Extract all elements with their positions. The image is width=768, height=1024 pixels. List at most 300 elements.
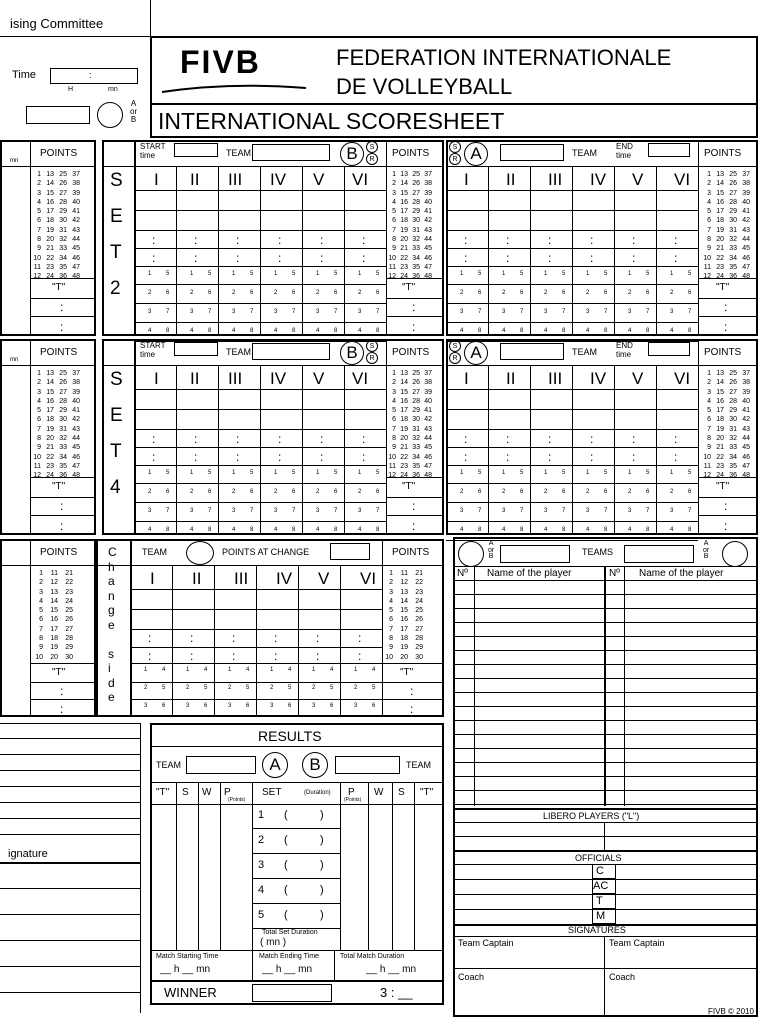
form-label: (: [284, 834, 288, 846]
set4-letter: E: [110, 405, 123, 426]
grid-line: [572, 166, 573, 336]
form-label: 1: [354, 667, 358, 673]
grid-line: [134, 483, 386, 484]
grid-line: [698, 316, 758, 317]
team-right-name-field[interactable]: [624, 545, 694, 563]
total-match-duration-label: Total Match Duration: [340, 953, 405, 960]
set4-team-b-field[interactable]: [252, 343, 330, 360]
team-left-circle[interactable]: [458, 541, 484, 567]
results-circle-b[interactable]: B: [302, 752, 328, 778]
set4-b-position-6: VI: [352, 369, 369, 388]
grid-line: [30, 298, 96, 299]
grid-line: [446, 322, 698, 323]
form-label: :: [236, 432, 240, 446]
set2-a-points-grid[interactable]: 1 13 25 37 2 14 26 38 3 15 27 39 4 16 28 40 5 17 29 41 6 18 30 42 7 19 31 43 8 20 32 44 9 21 33 45 10 22 34 46 11 23 35 47 12 24 36 48: [703, 171, 750, 281]
change-side-letter: g: [108, 603, 115, 617]
set2-serve-circle-b[interactable]: S: [366, 141, 378, 153]
form-label: :: [674, 233, 678, 247]
set2-team-b-circle[interactable]: B: [340, 142, 364, 166]
team-captain-left: Team Captain: [458, 938, 514, 948]
set2-a-position-1: I: [464, 170, 469, 189]
form-label: 8: [646, 328, 650, 334]
grid-line: [176, 782, 177, 950]
grid-line: [386, 477, 444, 478]
no-header-left: Nº: [457, 568, 468, 579]
form-label: 7: [604, 508, 608, 514]
form-label: 6: [330, 703, 334, 709]
form-label: 7: [376, 508, 380, 514]
form-label: 3: [628, 508, 632, 514]
change-side-letter: e: [108, 617, 115, 632]
grid-line: [252, 950, 253, 980]
set2-a-position-4: IV: [590, 170, 607, 189]
grid-line: [698, 477, 758, 478]
form-label: 5: [330, 685, 334, 691]
grid-line: [453, 822, 758, 823]
set4-b-position-5: V: [313, 369, 325, 388]
grid-line: [446, 284, 698, 285]
form-label: 1: [628, 470, 632, 476]
form-label: 1: [460, 470, 464, 476]
winner-field[interactable]: [252, 984, 332, 1002]
change-side-letter: i: [108, 661, 111, 675]
grid-line: [30, 477, 96, 478]
set4-team-a-field[interactable]: [500, 343, 564, 360]
form-label: 7: [562, 309, 566, 315]
set4-left-points-grid[interactable]: 1 13 25 37 2 14 26 38 3 15 27 39 4 16 28 40 5 17 29 41 6 18 30 42 7 19 31 43 8 20 32 44 9 21 33 45 10 22 34 46 11 23 35 47 12 24 36 48: [33, 370, 80, 480]
form-label: :: [194, 450, 198, 464]
form-label: 6: [166, 290, 170, 296]
decider-position-2: II: [192, 569, 202, 588]
form-label: :: [152, 251, 156, 265]
grid-line: [252, 878, 340, 879]
grid-line: [604, 936, 605, 1016]
form-label: 8: [688, 328, 692, 334]
form-label: (Duration): [304, 790, 331, 796]
form-label: :: [190, 649, 194, 663]
set2-points-label-b: POINTS: [392, 148, 430, 159]
form-label: (: [284, 809, 288, 821]
form-label: 1: [312, 667, 316, 673]
form-label: :: [674, 450, 678, 464]
grid-line: [30, 682, 96, 683]
form-label: 8: [376, 527, 380, 533]
set2-timeout-b[interactable]: "T": [402, 282, 416, 293]
form-label: 8: [562, 527, 566, 533]
form-label: 7: [208, 309, 212, 315]
form-label: 1: [670, 271, 674, 277]
form-label: 8: [604, 328, 608, 334]
form-label: 3: [358, 508, 362, 514]
form-label: 1: [232, 470, 236, 476]
scoresheet-title: INTERNATIONAL SCORESHEET: [158, 108, 505, 134]
match-starting-time-field[interactable]: __ h __ mn: [160, 964, 211, 975]
set2-left-points-grid[interactable]: 1 13 25 37 2 14 26 38 3 15 27 39 4 16 28 40 5 17 29 41 6 18 30 42 7 19 31 43 8 20 32 44 9 21 33 45 10 22 34 46 11 23 35 47 12 24 36 48: [33, 171, 80, 281]
team-code-field[interactable]: [26, 106, 90, 124]
results-team-right-label: TEAM: [406, 760, 432, 770]
form-label: 3: [232, 309, 236, 315]
grid-line: [298, 565, 299, 717]
grid-line: [30, 497, 96, 498]
form-label: 4: [502, 328, 506, 334]
form-label: 6: [688, 290, 692, 296]
grid-line: [0, 966, 140, 967]
grid-line: [392, 782, 393, 950]
form-label: ): [320, 809, 324, 821]
points-at-change-field[interactable]: [330, 543, 370, 560]
form-label: 6: [208, 290, 212, 296]
form-label: 2: [274, 290, 278, 296]
set2-team-a-circle[interactable]: A: [464, 142, 488, 166]
form-label: :: [236, 251, 240, 265]
total-set-duration-label: Total Set Duration: [262, 929, 318, 936]
set2-serve-circle-a[interactable]: S: [449, 141, 461, 153]
decider-right-points-grid[interactable]: 1 11 21 2 12 22 3 13 23 4 14 24 5 15 25 6 16 26 7 17 27 8 18 28 9 19 29 10 20 30: [385, 570, 423, 661]
set2-receive-circle-b[interactable]: R: [366, 153, 378, 165]
form-label: :: [194, 432, 198, 446]
set4-a-position-4: IV: [590, 369, 607, 388]
grid-line: [340, 565, 341, 717]
decider-timeout-left[interactable]: "T": [52, 667, 66, 678]
set4-receive-circle-b[interactable]: R: [366, 352, 378, 364]
form-label: :: [320, 450, 324, 464]
set2-letter: T: [110, 242, 122, 263]
form-label: 6: [646, 489, 650, 495]
change-side-letter: C: [108, 545, 117, 559]
form-label: 4: [544, 328, 548, 334]
total-match-duration-field[interactable]: __ h __ mn: [366, 964, 417, 975]
grid-line: [446, 166, 758, 167]
set2-timeout-left[interactable]: "T": [52, 282, 66, 293]
grid-line: [446, 483, 698, 484]
form-label: :: [274, 649, 278, 663]
form-label: 3: [186, 703, 190, 709]
form-label: :: [506, 432, 510, 446]
form-label: 5: [166, 470, 170, 476]
match-ending-time-field[interactable]: __ h __ mn: [262, 964, 313, 975]
grid-line: [0, 36, 150, 37]
time-field[interactable]: [50, 68, 138, 84]
grid-line: [0, 862, 140, 864]
grid-line: [0, 786, 140, 787]
set2-b-position-3: III: [228, 170, 243, 189]
form-label: 3: [670, 508, 674, 514]
form-label: :: [232, 649, 236, 663]
set2-receive-circle-a[interactable]: R: [449, 153, 461, 165]
form-label: 5: [604, 271, 608, 277]
results-header-right-0: P: [348, 787, 355, 798]
grid-line: [252, 853, 340, 854]
form-label: 6: [250, 290, 254, 296]
form-label: :: [464, 251, 468, 265]
set4-serve-circle-a[interactable]: S: [449, 340, 461, 352]
officials-label: OFFICIALS: [575, 853, 622, 863]
form-label: 7: [562, 508, 566, 514]
form-label: 4: [330, 667, 334, 673]
form-label: 4: [246, 667, 250, 673]
form-label: 5: [204, 685, 208, 691]
form-label: 8: [250, 328, 254, 334]
set4-letter: S: [110, 369, 123, 390]
form-label: :: [506, 251, 510, 265]
form-label: :: [548, 432, 552, 446]
grid-line: [140, 723, 141, 1013]
change-side-letter: e: [108, 690, 115, 704]
decider-left-points-grid[interactable]: 1 11 21 2 12 22 3 13 23 4 14 24 5 15 25 6 16 26 7 17 27 8 18 28 9 19 29 10 20 30: [35, 570, 73, 661]
results-header-right-3: "T": [420, 787, 434, 798]
form-label: 2: [270, 685, 274, 691]
form-label: :: [236, 450, 240, 464]
set2-timeout-a[interactable]: "T": [716, 282, 730, 293]
team-left-name-field[interactable]: [500, 545, 570, 563]
grid-line: [488, 365, 489, 535]
form-label: :: [464, 432, 468, 446]
results-team-left-field[interactable]: [186, 756, 256, 774]
set4-start-time-field[interactable]: [174, 342, 218, 356]
form-label: 4: [628, 527, 632, 533]
form-label: 3: [544, 508, 548, 514]
form-label: 6: [478, 290, 482, 296]
footer-copyright: FIVB © 2010: [708, 1007, 754, 1016]
form-label: 4: [372, 667, 376, 673]
form-label: 6: [604, 290, 608, 296]
form-label: 3: [190, 309, 194, 315]
form-label: 7: [478, 508, 482, 514]
form-label: 1: [232, 271, 236, 277]
form-label: :: [412, 320, 416, 334]
grid-line: [386, 497, 444, 498]
form-label: 2: [670, 489, 674, 495]
form-label: 3: [270, 703, 274, 709]
form-label: 8: [478, 527, 482, 533]
winner-score[interactable]: 3 : __: [380, 985, 413, 1000]
grid-line: [530, 166, 531, 336]
form-label: 6: [166, 489, 170, 495]
form-label: 7: [376, 309, 380, 315]
grid-line: [102, 166, 444, 167]
form-label: :: [358, 649, 362, 663]
form-label: 6: [646, 290, 650, 296]
form-label: 5: [376, 271, 380, 277]
grid-line: [260, 166, 261, 336]
player-name-header-right: Name of the player: [639, 568, 724, 579]
set2-b-points-grid[interactable]: 1 13 25 37 2 14 26 38 3 15 27 39 4 16 28 40 5 17 29 41 6 18 30 42 7 19 31 43 8 20 32 44 9 21 33 45 10 22 34 46 11 23 35 47 12 24 36 48: [388, 171, 432, 281]
form-label: :: [412, 300, 416, 314]
set2-start-time-field[interactable]: [174, 143, 218, 157]
grid-line: [134, 322, 386, 323]
form-label: 4: [460, 527, 464, 533]
form-label: :: [152, 450, 156, 464]
grid-line: [252, 828, 340, 829]
form-label: 8: [646, 527, 650, 533]
form-label: 4: [586, 527, 590, 533]
form-label: 5: [646, 470, 650, 476]
grid-line: [198, 782, 199, 950]
total-set-duration-field[interactable]: ( mn ): [260, 937, 287, 948]
decider-team-circle[interactable]: [186, 541, 214, 565]
form-label: 3: [228, 703, 232, 709]
set4-timeout-b[interactable]: "T": [402, 481, 416, 492]
form-label: (Points): [228, 797, 246, 803]
grid-line: [302, 365, 303, 535]
form-label: 2: [670, 290, 674, 296]
form-label: 2: [586, 290, 590, 296]
set4-team-a-circle[interactable]: A: [464, 341, 488, 365]
set4-receive-circle-a[interactable]: R: [449, 352, 461, 364]
form-label: 2: [274, 489, 278, 495]
form-label: 7: [520, 508, 524, 514]
set4-a-position-5: V: [632, 369, 644, 388]
set2-start-time-label: START time: [140, 142, 166, 160]
results-set-3: 3: [258, 859, 265, 871]
grid-line: [150, 103, 758, 105]
form-label: 1: [316, 470, 320, 476]
set2-team-a-label: TEAM: [572, 148, 598, 158]
grid-line: [134, 339, 136, 535]
form-label: 2: [190, 290, 194, 296]
grid-line: [150, 782, 444, 783]
grid-line: [488, 166, 489, 336]
set4-team-b-circle[interactable]: B: [340, 341, 364, 365]
form-label: 4: [628, 328, 632, 334]
set2-team-b-field[interactable]: [252, 144, 330, 161]
set4-serve-circle-b[interactable]: S: [366, 340, 378, 352]
set4-timeout-a[interactable]: "T": [716, 481, 730, 492]
federation-line2: DE VOLLEYBALL: [336, 74, 513, 99]
form-label: :: [278, 432, 282, 446]
form-label: 8: [520, 328, 524, 334]
change-side-letter: s: [108, 646, 114, 661]
form-label: A or B: [703, 540, 710, 560]
grid-line: [344, 166, 345, 336]
set2-a-position-2: II: [506, 170, 516, 189]
form-label: 6: [334, 290, 338, 296]
change-side-letter: h: [108, 559, 115, 574]
form-label: 4: [460, 328, 464, 334]
form-label: :: [362, 251, 366, 265]
form-label: :: [60, 684, 64, 698]
grid-line: [150, 950, 444, 951]
form-label: 2: [186, 685, 190, 691]
form-label: 4: [358, 527, 362, 533]
grid-line: [386, 278, 444, 279]
form-label: 4: [544, 527, 548, 533]
form-label: 7: [478, 309, 482, 315]
results-team-right-field[interactable]: [335, 756, 400, 774]
form-label: 1: [274, 470, 278, 476]
decider-timeout-right[interactable]: "T": [400, 667, 414, 678]
form-label: 5: [162, 685, 166, 691]
match-ending-time-label: Match Ending Time: [259, 953, 319, 960]
grid-line: [150, 804, 444, 805]
form-label: :: [236, 233, 240, 247]
form-label: 1: [670, 470, 674, 476]
form-label: :: [632, 432, 636, 446]
form-label: :: [194, 251, 198, 265]
grid-line: [134, 502, 386, 503]
results-header-left-2: W: [202, 787, 212, 798]
grid-line: [0, 992, 140, 993]
form-label: 4: [288, 667, 292, 673]
form-label: 5: [250, 271, 254, 277]
form-label: 1: [628, 271, 632, 277]
form-label: 6: [376, 489, 380, 495]
set4-end-time-field[interactable]: [648, 342, 690, 356]
signatures-label: SIGNATURES: [568, 925, 626, 935]
form-label: 2: [628, 489, 632, 495]
team-right-circle[interactable]: [722, 541, 748, 567]
form-label: :: [362, 432, 366, 446]
form-label: 2: [544, 489, 548, 495]
results-set-5: 5: [258, 909, 265, 921]
grid-line: [0, 565, 444, 566]
form-label: 3: [502, 309, 506, 315]
form-label: 1: [544, 470, 548, 476]
form-label: :: [320, 251, 324, 265]
form-label: 5: [250, 470, 254, 476]
set4-timeout-left[interactable]: "T": [52, 481, 66, 492]
form-label: 7: [250, 309, 254, 315]
form-label: 2: [144, 685, 148, 691]
grid-line: [172, 565, 173, 717]
form-label: 1: [358, 271, 362, 277]
results-header-left-0: "T": [156, 787, 170, 798]
set2-end-time-field[interactable]: [648, 143, 690, 157]
set2-team-a-field[interactable]: [500, 144, 564, 161]
form-label: 2: [190, 489, 194, 495]
form-label: 2: [228, 685, 232, 691]
set4-a-points-grid[interactable]: 1 13 25 37 2 14 26 38 3 15 27 39 4 16 28 40 5 17 29 41 6 18 30 42 7 19 31 43 8 20 32 44 9 21 33 45 10 22 34 46 11 23 35 47 12 24 36 48: [703, 370, 750, 480]
form-label: :: [464, 233, 468, 247]
logo-swoosh: [160, 84, 310, 96]
coach-right: Coach: [609, 972, 636, 982]
set2-end-time-label: END time: [616, 142, 633, 160]
form-label: 4: [274, 328, 278, 334]
form-label: 4: [204, 667, 208, 673]
results-circle-a[interactable]: A: [262, 752, 288, 778]
grid-line: [698, 515, 758, 516]
points-at-change-label: POINTS AT CHANGE: [222, 547, 310, 557]
team-captain-right: Team Captain: [609, 938, 665, 948]
set4-letter: T: [110, 441, 122, 462]
set4-points-label-a: POINTS: [704, 347, 742, 358]
toss-circle[interactable]: [97, 102, 123, 128]
form-label: 7: [334, 309, 338, 315]
grid-line: [0, 888, 140, 889]
form-label: :: [316, 631, 320, 645]
set4-a-position-1: I: [464, 369, 469, 388]
form-label: 8: [520, 527, 524, 533]
set4-b-points-grid[interactable]: 1 13 25 37 2 14 26 38 3 15 27 39 4 16 28 40 5 17 29 41 6 18 30 42 7 19 31 43 8 20 32 44 9 21 33 45 10 22 34 46 11 23 35 47 12 24 36 48: [388, 370, 432, 480]
grid-line: [624, 566, 625, 806]
form-label: 8: [478, 328, 482, 334]
form-label: 3: [312, 703, 316, 709]
form-label: 1: [148, 271, 152, 277]
form-label: 8: [376, 328, 380, 334]
form-label: :: [60, 320, 64, 334]
form-label: 3: [316, 309, 320, 315]
grid-line: [604, 822, 605, 850]
form-label: 2: [232, 489, 236, 495]
form-label: 8: [562, 328, 566, 334]
grid-line: [0, 802, 140, 803]
set4-b-position-1: I: [154, 369, 159, 388]
grid-line: [474, 566, 475, 806]
form-label: :: [60, 519, 64, 533]
form-label: 1: [228, 667, 232, 673]
form-label: 6: [292, 489, 296, 495]
federation-line1: FEDERATION INTERNATIONALE: [336, 45, 672, 70]
